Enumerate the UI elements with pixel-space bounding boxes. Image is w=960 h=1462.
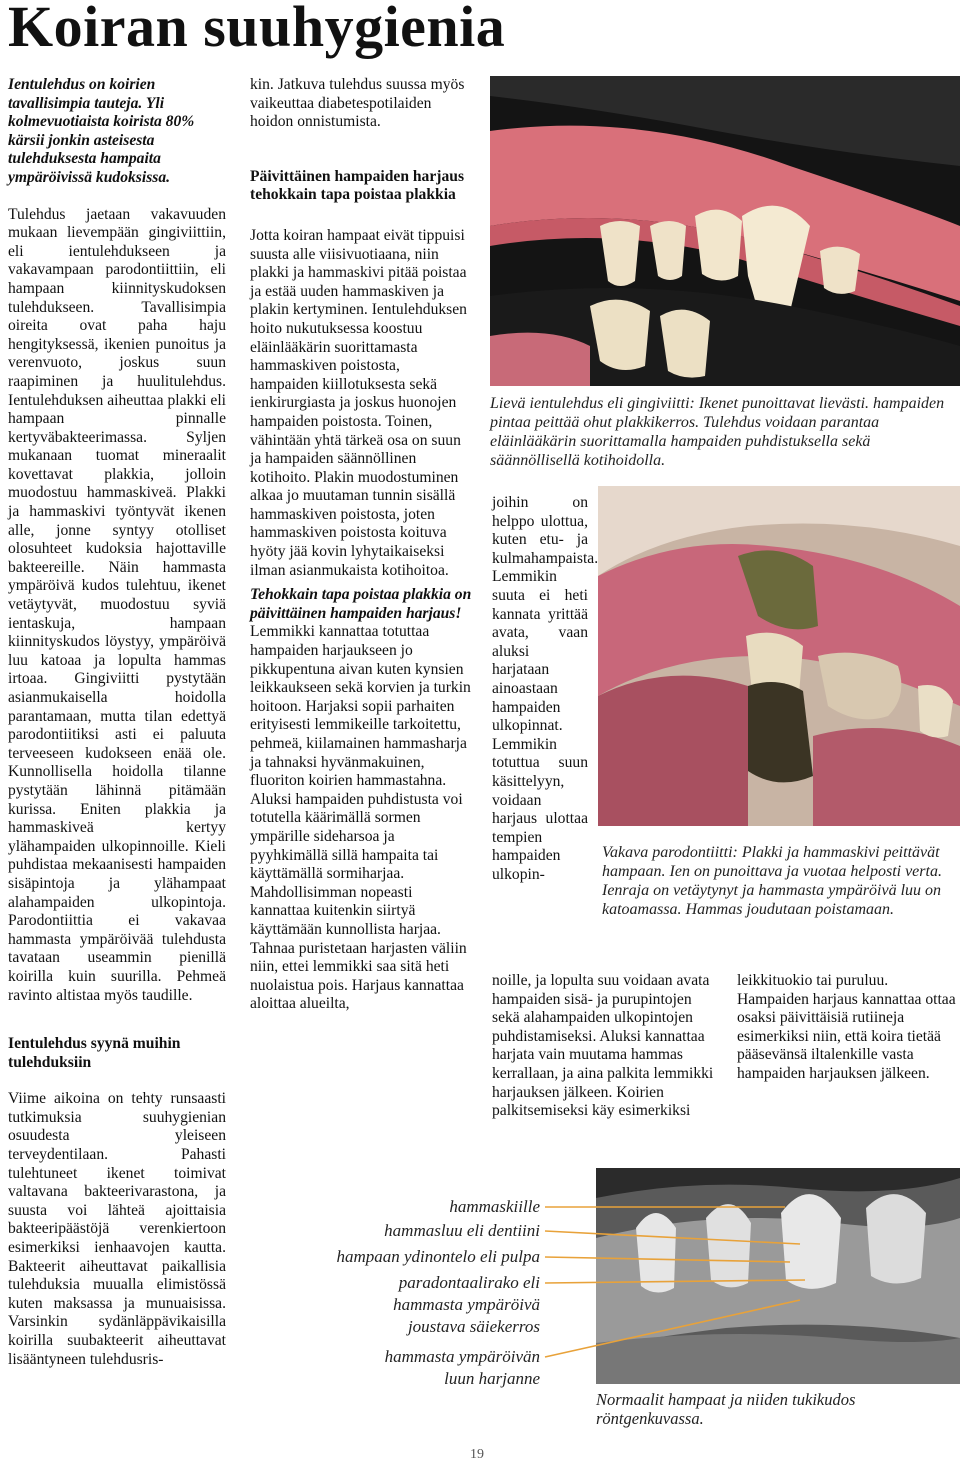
column-2	[250, 76, 472, 1014]
body-text: Lemmikki kannattaa totuttaa hampaiden harjaukseen jo pikkupentuna aivan kuten kynsien leikkaukseen sekä korvien ja turkin hoitoon. Harjaksi sopii parhaiten erityisesti lemmikeille tarkoitettu, pehmeä, kiilamainen hammasharja ja tahnaksi hyvänmakuinen, fluoriton koirien hammastahna.	[250, 623, 471, 790]
xray-caption: Normaalit hampaat ja niiden tukikudos röntgenkuvassa.	[596, 1390, 856, 1428]
photo-caption: Lievä ientulehdus eli gingiviitti: Ikenet punoittavat lievästi. hampaiden pintaa peittää ohut plakkikerros. Tulehdus voidaan parantaa eläinlääkärin suorittamalla hampaiden puhdistuksella sekä säännöllisellä kotihoidolla.	[490, 395, 945, 469]
xray-label: paradontaalirako eli	[398, 1273, 540, 1292]
body-paragraph: Tulehdus jaetaan vakavuuden mukaan lievempään gingiviittiin, eli ientulehdukseen ja vakavampaan parodontiittiin, eli hampaan kiinnityskudoksen tulehdukseen. Tavallisimpia oireita ovat paha haju hengityksessä, ikenien punoitus ja verenvuoto, joskus suun raapiminen ja huulitulehdus. Ientulehduksen aiheuttaa plakki eli hampaan pinnalle kertyväbakteerimassa. Syljen mukanaan tuomat mineraalit kovettavat plakkia, jolloin muodostuu hammaskiveä. Plakki ja hammaskivi työntyvät ikenen alle, jonne syntyy otolliset olosuhteet kudoksia hajottaville bakteereille. Näin hammasta ympäröivä kudos tulehtuu, ikenet vetäytyvät, muodostuu syviä ientaskuja, hampaan kiinnityskudos löystyy, ympäröivä luu katoaa ja lopulta hammas irtoaa. Gingiviitti pystytään asianmukaisella hoidolla parantamaan, mutta tilan edettyä parodontiitiksi asti ei paluuta terveeseen kudokseen enää ole. Kunnollisella hoidolla tilanne pystytään lähinnä pitämään kurissa. Eniten plakkia ja hammaskiveä kertyy ylähampaiden ulkopinnoille. Kieli puhdistaa mekaanisesti hampaiden sisäpintoja ja ylähampaat alahampaiden ulkopintoja. Parodontiittia ei vakavaa hammasta ympäröivää tulehdusta tavataan useammin pienillä koirilla kuin suurilla. Pehmeä ravinto altistaa myös taudille.	[8, 205, 226, 1004]
xray-label: joustava säiekerros	[407, 1317, 540, 1336]
column-4	[737, 972, 959, 1084]
body-paragraph: Aluksi hampaiden puhdistusta voi totutella käärimällä sormen ympärille sideharsoa ja pyyhkimällä sillä hampaita tai käyttämällä sormiharjaa. Mahdollisimman nopeasti kannattaa kuitenkin siirtyä käyttämään kunnollista harjaa. Tahnaa puristetaan harjasten väliin niin, ettei lemmikki saa sitä heti nuolaistua pois. Harjaus kannattaa aloittaa alueilta,	[250, 790, 467, 1013]
body-paragraph: joihin on helppo ulottua, kuten etu- ja kulmahampaista. Lemmikin suuta ei heti kannata yrittää avata, vaan aluksi harjataan ainoastaan hampaiden ulkopinnat. Lemmikin totuttua suun käsittelyyn, voidaan harjaus ulottaa tempien hampaiden ulkopin-	[492, 494, 599, 883]
column-3-narrow	[492, 494, 599, 884]
photo-caption: Vakava parodontiitti: Plakki ja hammaskivi peittävät hampaan. Ien on punoittava ja vuotaa helposti verta. Ienraja on vetäytynyt ja hammasta ympäröivä luu on katoamassa. Hammas joudutaan poistamaan.	[602, 844, 942, 918]
xray-label: hampaan ydinontelo eli pulpa	[336, 1247, 540, 1266]
article-title: Koiran suuhygienia	[8, 0, 506, 59]
emphasis-text: Tehokkain tapa poistaa plakkia on päivittäinen hampaiden harjaus!	[250, 586, 472, 622]
xray-label: hammaskiille	[449, 1197, 540, 1216]
xray-label: hammasta ympäröivän	[384, 1347, 540, 1366]
column-3-wide	[492, 972, 718, 1121]
page-number: 19	[470, 1447, 484, 1462]
lead-paragraph: Ientulehdus on koirien tavallisimpia tauteja. Yli kolmevuotiaista koirista 80% kärsii jonkin asteisesta tulehduksesta hampaita ympäröivissä kudoksissa.	[8, 76, 195, 186]
xray-label: hammasluu eli dentiini	[384, 1221, 540, 1240]
body-paragraph: kin. Jatkuva tulehdus suussa myös vaikeuttaa diabetespotilaiden hoidon onnistumista.	[250, 76, 465, 131]
body-paragraph: noille, ja lopulta suu voidaan avata hampaiden sisä- ja purupintojen sekä alahampaiden ulkopintojen puhdistamiseksi. Aluksi kannattaa harjata vain muutama hammas kerrallaan, ja aina palkita lemmikki harjauksen jälkeen. Koirien palkitsemiseksi käy esimerkiksi	[492, 972, 714, 1120]
xray-label: hammasta ympäröivä	[393, 1295, 540, 1314]
body-paragraph: Jotta koiran hampaat eivät tippuisi suusta alle viisivuotiaana, niin plakki ja hammaskivi pitää poistaa ja estää uuden hammaskiven ja plakin kertyminen. Ientulehduksen hoito nukutuksessa koostuu eläinlääkärin suorittamasta hammaskiven poistosta, hampaiden kiillotuksesta sekä ienkirurgiasta ja joskus huonojen hampaiden poistosta. Toinen, vähintään yhtä tärkeä osa on suun ja hampaiden säännöllinen kotihoito. Plakin muodostuminen alkaa jo muutaman tunnin sisällä hammaskiven poistosta, joten hammaskiven poistosta koituva hyöty jää kovin lyhytaikaiseksi ilman asianmukaista kotihoitoa.	[250, 226, 467, 579]
xray-label: luun harjanne	[444, 1369, 540, 1388]
body-paragraph: Viime aikoina on tehty runsaasti tutkimuksia suuhygienian osuudesta yleiseen terveydentilaan. Pahasti tulehtuneet ikenet toimivat valtavana bakteerivarastona, ja suusta voi lähteä ajoittaisia bakteeripäästöjä verenkiertoon esimerkiksi ienhaavojen kautta. Bakteerit aiheuttavat paikallisia tulehduksia muualla elimistössä kuten maksassa ja munuaisissa. Varsinkin sydänläppävikaisilla koirilla suubakteerit aiheuttavat lisääntyneen tulehdusris-	[8, 1090, 226, 1368]
xray-image	[596, 1168, 960, 1384]
section-heading: Päivittäinen hampaiden harjaus tehokkain tapa poistaa plakkia	[250, 167, 465, 204]
gingivitis-photo	[490, 76, 960, 386]
column-1	[8, 76, 226, 1369]
periodontitis-photo	[598, 486, 960, 826]
section-heading: Ientulehdus syynä muihin tulehduksiin	[8, 1035, 181, 1071]
body-paragraph: leikkituokio tai puruluu. Hampaiden harjaus kannattaa ottaa osaksi päivittäisiä rutiineja esimerkiksi niin, että koira tietää pääsevänsä iltalenkille vasta hampaiden harjauksen jälkeen.	[737, 972, 956, 1082]
